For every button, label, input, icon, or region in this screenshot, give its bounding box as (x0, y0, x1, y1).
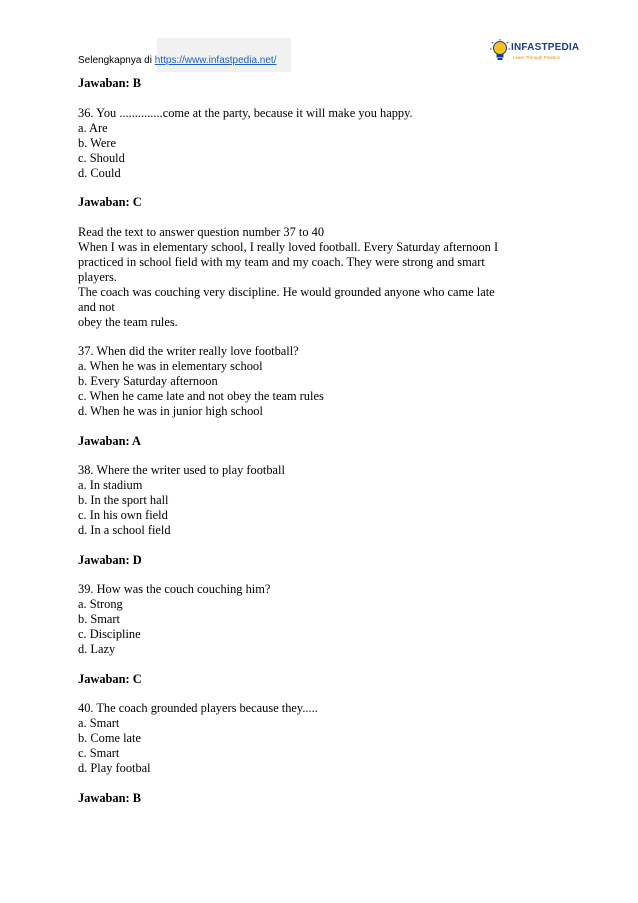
answer-35: Jawaban: B (78, 76, 141, 90)
q40-option-b: b. Come late (78, 731, 141, 745)
q39-option-c: c. Discipline (78, 627, 141, 641)
q38-option-c: c. In his own field (78, 508, 168, 522)
q39-option-d: d. Lazy (78, 642, 116, 656)
q38-option-d: d. In a school field (78, 523, 171, 537)
q39-option-b: b. Smart (78, 612, 120, 626)
source-line (78, 55, 276, 66)
question-36: 36. You ..............come at the party, because it will make you happy. (78, 105, 413, 120)
q37-option-c: c. When he came late and not obey the team rules (78, 389, 324, 403)
q37-option-d: d. When he was in junior high school (78, 404, 263, 418)
question-40: 40. The coach grounded players because they..... (78, 701, 318, 715)
reading-p2-line1: The coach was couching very discipline. He would grounded anyone who came late (78, 284, 495, 299)
q37-option-a: a. When he was in elementary school (78, 359, 263, 373)
q37-option-b: b. Every Saturday afternoon (78, 374, 218, 388)
answer-38: Jawaban: D (78, 552, 142, 567)
reading-intro: Read the text to answer question number 37 to 40 (78, 224, 325, 239)
q38-option-b: b. In the sport hall (78, 493, 169, 507)
reading-p2-line3: obey the team rules. (78, 314, 178, 329)
q40-option-d: d. Play footbal (78, 761, 151, 775)
logo-tagline: Learn Through Practice (513, 55, 560, 60)
logo-name: INFASTPEDIA (511, 42, 580, 53)
answer-40: Jawaban: B (78, 790, 141, 805)
q36-option-c: c. Should (78, 150, 125, 165)
reading-p1-line3: players. (78, 269, 117, 284)
q40-option-c: c. Smart (78, 746, 120, 760)
q36-option-d: d. Could (78, 165, 121, 180)
question-39: 39. How was the couch couching him? (78, 582, 271, 596)
answer-37: Jawaban: A (78, 433, 141, 448)
q36-option-a: a. Are (78, 120, 108, 135)
source-prefix: Selengkapnya di (78, 55, 155, 66)
q38-option-a: a. In stadium (78, 478, 143, 492)
lightbulb-icon (489, 38, 511, 64)
answer-39: Jawaban: C (78, 671, 142, 686)
reading-p1-line1: When I was in elementary school, I really loved football. Every Saturday afternoon I (78, 239, 499, 254)
source-link[interactable]: https://www.infastpedia.net/ (154, 55, 277, 66)
question-37: 37. When did the writer really love football? (78, 344, 299, 358)
q39-option-a: a. Strong (78, 597, 123, 611)
question-38: 38. Where the writer used to play football (78, 463, 285, 477)
q36-option-b: b. Were (78, 135, 116, 150)
reading-p2-line2: and not (78, 299, 115, 314)
answer-36: Jawaban: C (78, 195, 142, 209)
page-header (0, 0, 638, 80)
infastpedia-logo[interactable] (489, 38, 580, 66)
reading-p1-line2: practiced in school field with my team and my coach. They were strong and smart (78, 254, 485, 269)
document-body (78, 76, 528, 806)
q40-option-a: a. Smart (78, 716, 120, 730)
